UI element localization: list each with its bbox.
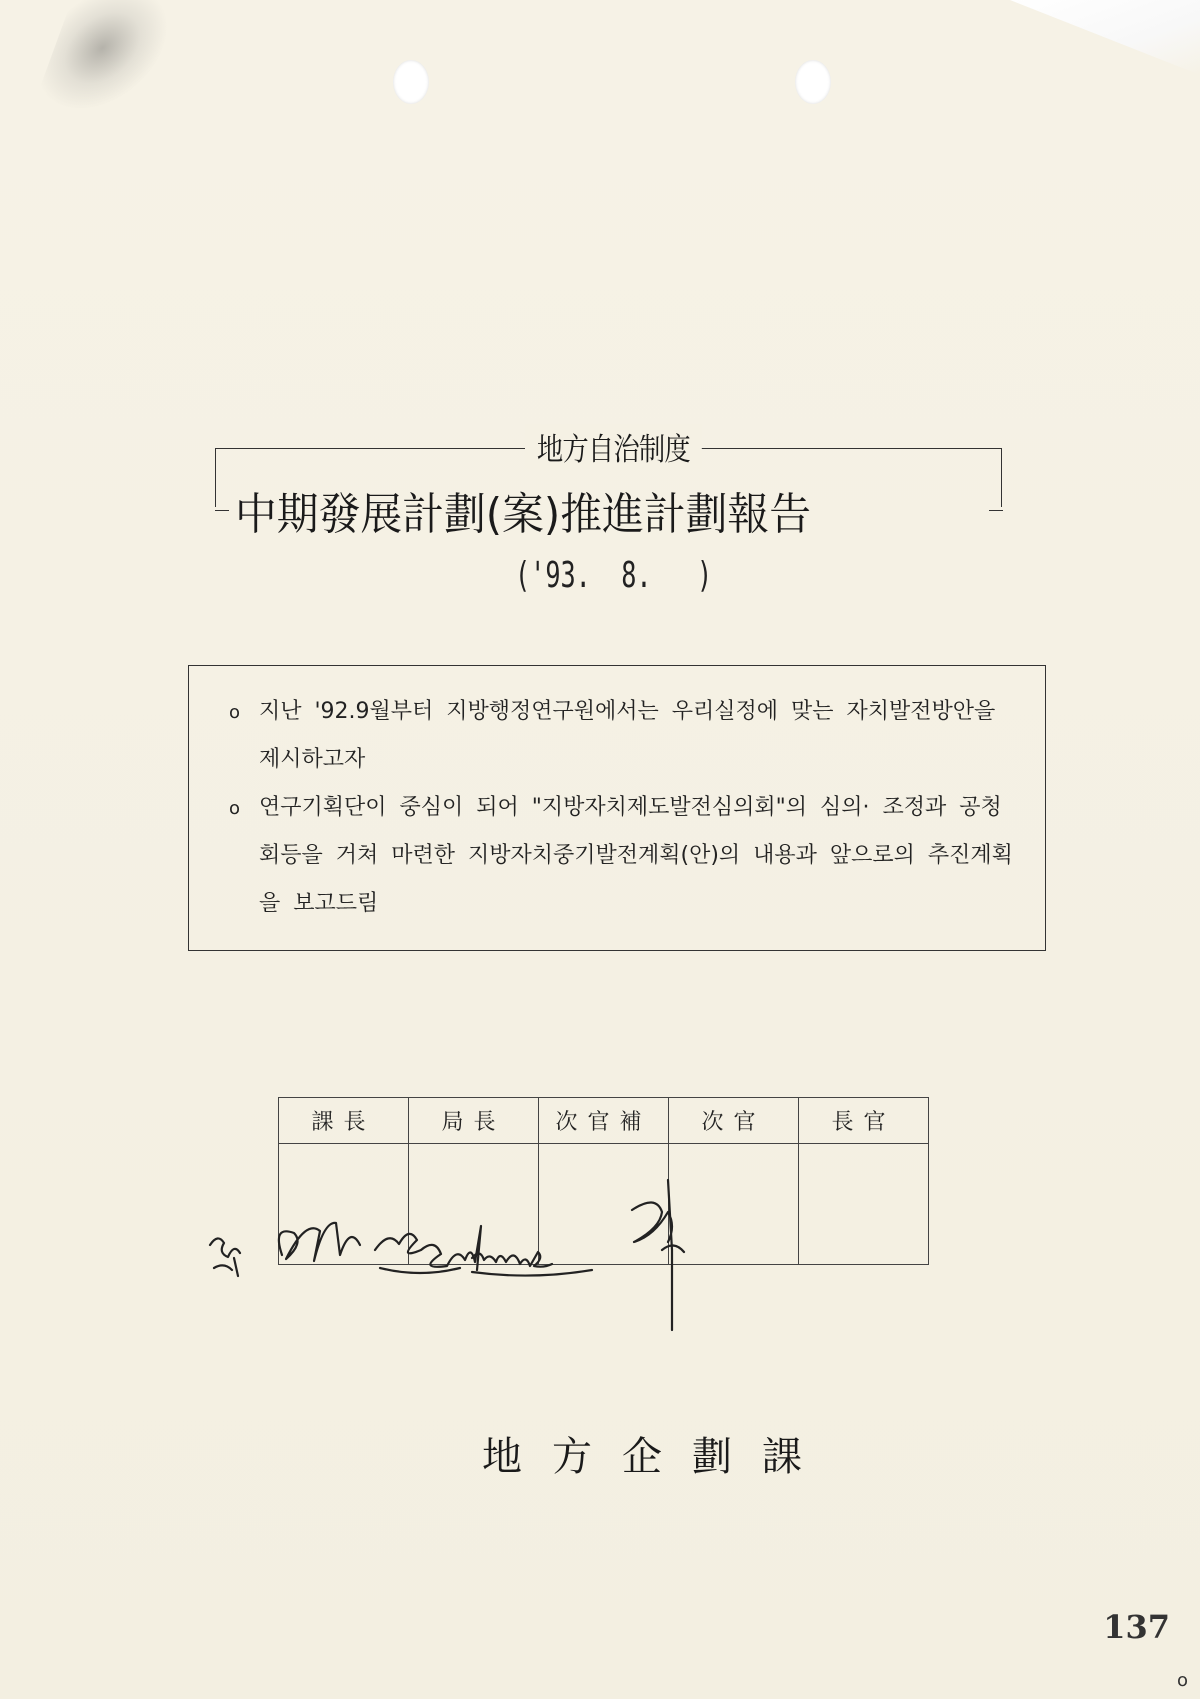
summary-item — [229, 784, 1019, 928]
document-subtitle: 地方自治制度 — [525, 424, 702, 469]
page-number: 137 — [1103, 1608, 1170, 1646]
signature-mark-left — [210, 1238, 240, 1276]
approval-header-assistant-vice-minister: 次官補 — [539, 1098, 669, 1144]
signature-cell — [539, 1144, 669, 1265]
signature-cell — [409, 1144, 539, 1265]
folded-corner — [1010, 0, 1200, 75]
approval-signature-row — [279, 1144, 929, 1265]
document-date: ('93. 8. ) — [515, 555, 713, 596]
document-title: 中期發展計劃(案)推進計劃報告 — [235, 489, 812, 540]
summary-text: 연구기획단이 중심이 되어 "지방자치제도발전심의회"의 심의· 조정과 공청회등을 거쳐 마련한 지방자치중기발전계획(안)의 내용과 앞으로의 추진계획을 보고드림 — [259, 795, 1013, 916]
punch-hole-right — [795, 60, 831, 104]
approval-header-vice-minister: 次官 — [669, 1098, 799, 1144]
approval-table — [278, 1097, 929, 1265]
corner-mark: o — [1176, 1670, 1188, 1691]
summary-text: 지난 '92.9월부터 지방행정연구원에서는 우리실정에 맞는 자치발전방안을 제시하고자 — [259, 699, 996, 772]
approval-header-bureau-chief: 局長 — [409, 1098, 539, 1144]
signature-cell — [279, 1144, 409, 1265]
summary-item — [229, 688, 1019, 784]
approval-header-minister: 長官 — [799, 1098, 929, 1144]
approval-header-section-chief: 課長 — [279, 1098, 409, 1144]
bullet-marker: o — [229, 798, 241, 819]
approval-header-row — [279, 1098, 929, 1144]
signature-cell — [669, 1144, 799, 1265]
signature-cell — [799, 1144, 929, 1265]
department-name: 地方企劃課 — [482, 1434, 832, 1480]
punch-hole-left — [393, 60, 429, 104]
title-block — [215, 410, 1000, 540]
bullet-marker: o — [229, 702, 241, 723]
scan-smudge — [28, 0, 192, 120]
summary-box — [188, 665, 1046, 951]
